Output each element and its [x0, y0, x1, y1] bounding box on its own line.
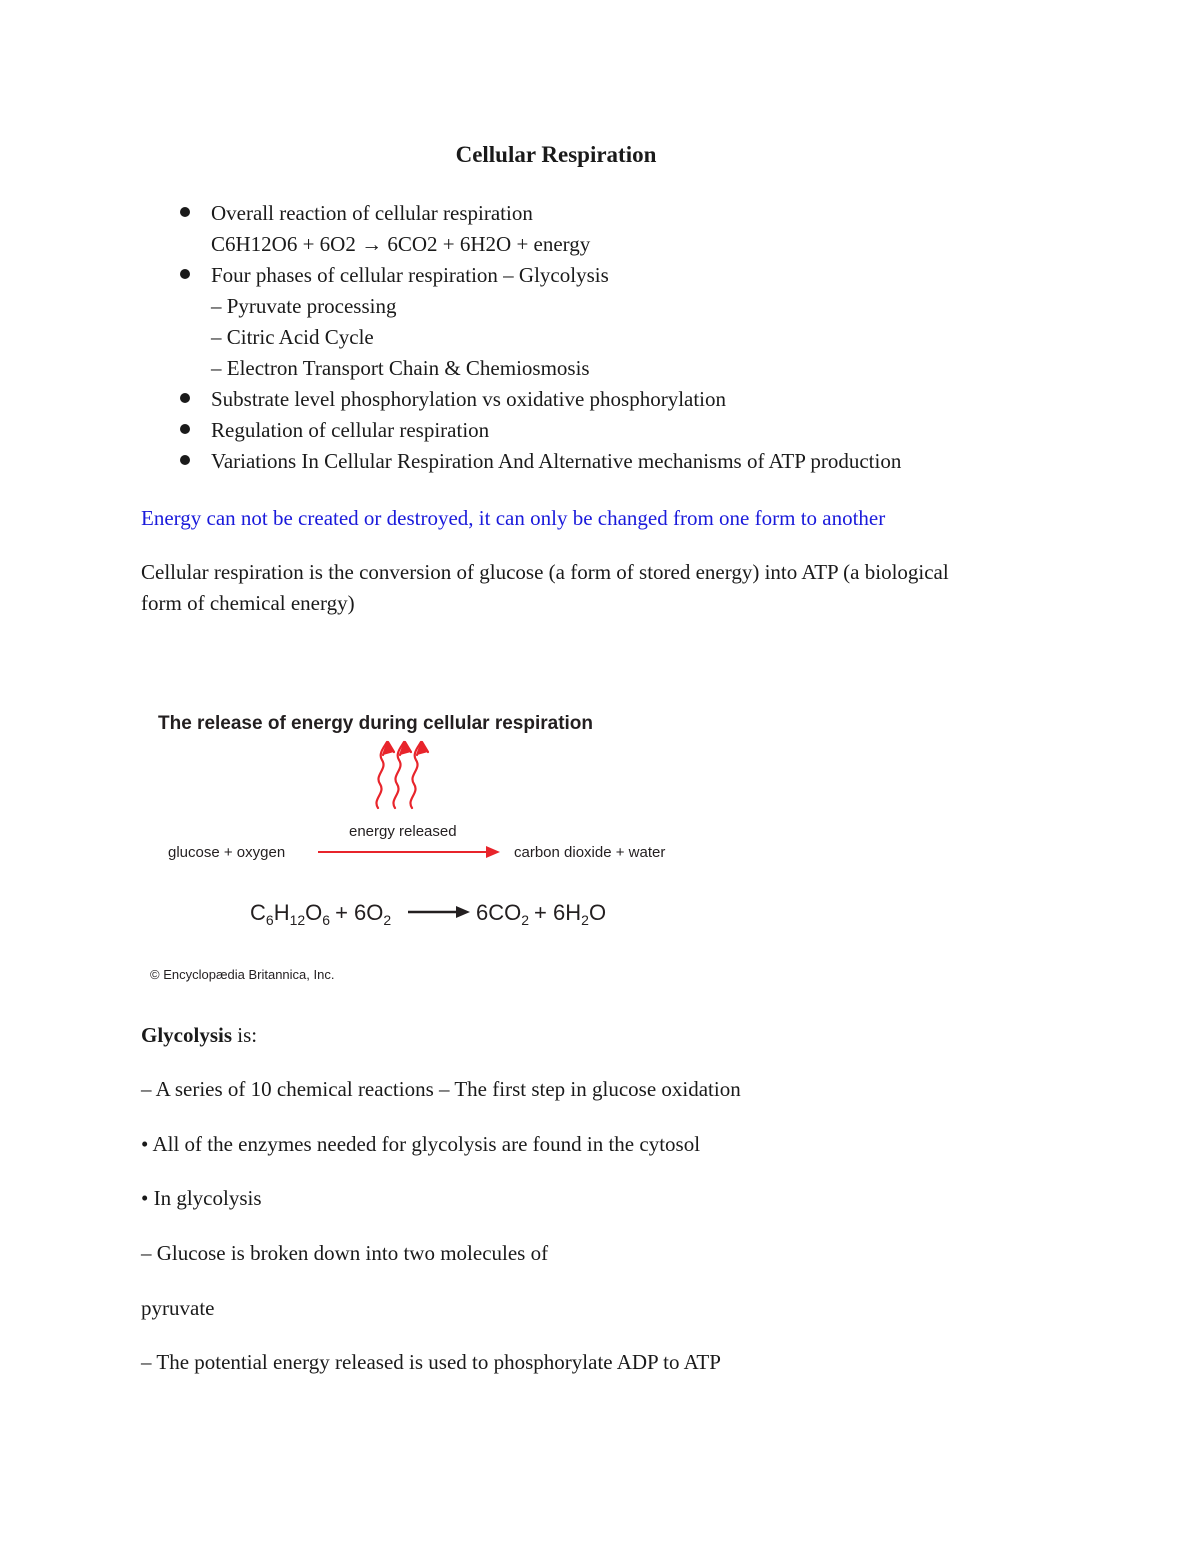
outline-line: Substrate level phosphorylation vs oxidative phosphorylation — [211, 387, 727, 411]
equation-arrow-icon — [408, 906, 470, 918]
products-label: carbon dioxide + water — [514, 844, 666, 861]
outline-line: Variations In Cellular Respiration And Alternative mechanisms of ATP production — [211, 449, 902, 473]
equation-subscript: 2 — [521, 912, 530, 928]
phase-line: – Pyruvate processing — [211, 294, 397, 318]
definition-line-2: form of chemical energy) — [141, 591, 355, 615]
equation-oxygen-term: + 6O — [335, 900, 384, 925]
outline-item-four-phases — [175, 260, 1075, 384]
equation-subscript: 6 — [265, 912, 274, 928]
outline-item-phosphorylation — [175, 384, 1075, 415]
reactants-label: glucose + oxygen — [168, 844, 286, 861]
phase-line: – Citric Acid Cycle — [211, 325, 374, 349]
glycolysis-point: • All of the enzymes needed for glycolysis are found in the cytosol — [141, 1132, 701, 1156]
glycolysis-point: – The potential energy released is used to phosphorylate ADP to ATP — [141, 1350, 721, 1374]
glycolysis-term: Glycolysis — [141, 1023, 233, 1047]
respiration-figure — [140, 700, 760, 1000]
red-reaction-arrow-icon — [318, 846, 500, 858]
equation-oxygen: O — [305, 900, 323, 925]
equation-subscript: 2 — [581, 912, 589, 928]
outline-item-regulation — [175, 415, 1075, 446]
bullet-icon — [180, 207, 190, 217]
phase-line: – Electron Transport Chain & Chemiosmosis — [211, 356, 590, 380]
glycolysis-heading-suffix: is: — [232, 1023, 258, 1047]
equation-subscript: 12 — [289, 912, 306, 928]
equation-carbon: C — [250, 900, 266, 925]
glycolysis-point: pyruvate — [141, 1296, 215, 1320]
svg-text:6CO2+ 6H2O — [476, 900, 606, 928]
equation-product-water: + 6H — [534, 900, 582, 925]
page-title: Cellular Respiration — [455, 142, 657, 167]
definition-line-1: Cellular respiration is the conversion of glucose (a form of stored energy) into ATP (a biological — [141, 560, 949, 584]
bullet-icon — [180, 269, 190, 279]
bullet-icon — [180, 455, 190, 465]
glycolysis-point: • In glycolysis — [141, 1186, 262, 1210]
outline-item-variations — [175, 446, 1075, 477]
energy-statement: Energy can not be created or destroyed, it can only be changed from one form to another — [141, 506, 886, 530]
topic-outline — [175, 198, 1075, 477]
outline-line: Regulation of cellular respiration — [211, 418, 490, 442]
equation-oxygen-end: O — [588, 900, 607, 925]
svg-text:C6H12O6+ 6O2 — [250, 900, 391, 928]
bullet-icon — [180, 424, 190, 434]
equation-hydrogen: H — [273, 900, 290, 925]
outline-line: Overall reaction of cellular respiration — [211, 201, 533, 225]
glycolysis-point: – A series of 10 chemical reactions – The first step in glucose oxidation — [141, 1077, 741, 1101]
reaction-equation: C6H12O6 + 6O2 → 6CO2 + 6H2O + energy — [211, 232, 591, 256]
bullet-icon — [180, 393, 190, 403]
equation-product-co2: 6CO — [476, 900, 522, 925]
outline-item-overall-reaction — [175, 198, 1075, 260]
glycolysis-heading — [141, 1020, 257, 1051]
equation-subscript: 6 — [322, 912, 331, 928]
equation-subscript: 2 — [383, 912, 392, 928]
heat-waves-icon — [376, 742, 428, 808]
outline-line: Four phases of cellular respiration – Glycolysis — [211, 263, 609, 287]
energy-released-label: energy released — [349, 823, 457, 840]
glycolysis-point: – Glucose is broken down into two molecules of — [141, 1241, 549, 1265]
chemical-equation — [250, 900, 606, 928]
figure-title: The release of energy during cellular respiration — [158, 713, 594, 734]
copyright-credit: © Encyclopædia Britannica, Inc. — [150, 967, 335, 982]
